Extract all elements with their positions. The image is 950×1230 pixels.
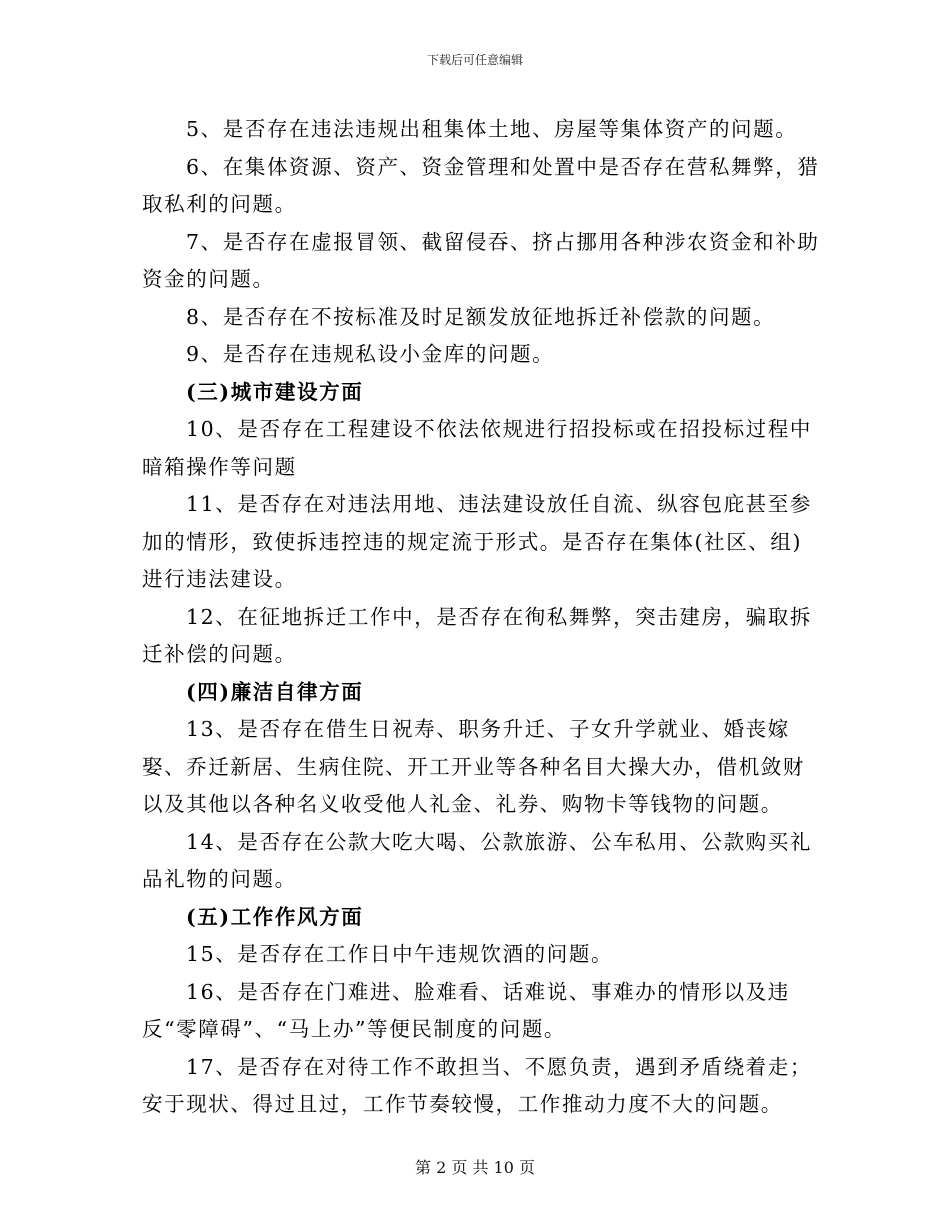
list-item: 7、是否存在虚报冒领、截留侵吞、挤占挪用各种涉农资金和补助资金的问题。 — [142, 229, 820, 291]
section-heading: (四)廉洁自律方面 — [186, 679, 364, 704]
page-number: 第 2 页 共 10 页 — [415, 1158, 535, 1177]
list-item: 13、是否存在借生日祝寿、职务升迁、子女升学就业、婚丧嫁娶、乔迁新居、生病住院、开工开业等各种名目大操大办，借机敛财以及其他以各种名义收受他人礼金、礼券、购物卡等钱物的问题。 — [142, 717, 805, 816]
section-heading: (三)城市建设方面 — [186, 379, 364, 404]
page-header-note: 下载后可任意编辑 — [426, 53, 523, 67]
list-item: 15、是否存在工作日中午违规饮酒的问题。 — [186, 942, 614, 966]
section-heading: (五)工作作风方面 — [186, 904, 364, 929]
list-item: 16、是否存在门难进、脸难看、话难说、事难办的情形以及违反“零障碍”、“马上办”等便民制度的问题。 — [142, 979, 790, 1041]
list-item: 10、是否存在工程建设不依法依规进行招投标或在招投标过程中暗箱操作等问题 — [142, 417, 812, 479]
list-item: 9、是否存在违规私设小金库的问题。 — [186, 342, 555, 366]
list-item: 6、在集体资源、资产、资金管理和处置中是否存在营私舞弊，猎取私利的问题。 — [142, 154, 820, 216]
list-item: 11、是否存在对违法用地、违法建设放任自流、纵容包庇甚至参加的情形，致使拆违控违的规定流于形式。是否存在集体(社区、组)进行违法建设。 — [142, 492, 812, 591]
list-item: 12、在征地拆迁工作中，是否存在徇私舞弊，突击建房，骗取拆迁补偿的问题。 — [142, 604, 812, 666]
list-item: 17、是否存在对待工作不敢担当、不愿负责，遇到矛盾绕着走；安于现状、得过且过，工作节奏较慢，工作推动力度不大的问题。 — [142, 1054, 812, 1116]
list-item: 14、是否存在公款大吃大喝、公款旅游、公车私用、公款购买礼品礼物的问题。 — [142, 829, 812, 891]
list-item: 8、是否存在不按标准及时足额发放征地拆迁补偿款的问题。 — [186, 304, 776, 329]
list-item: 5、是否存在违法违规出租集体土地、房屋等集体资产的问题。 — [186, 117, 798, 141]
document-body — [142, 111, 822, 1124]
